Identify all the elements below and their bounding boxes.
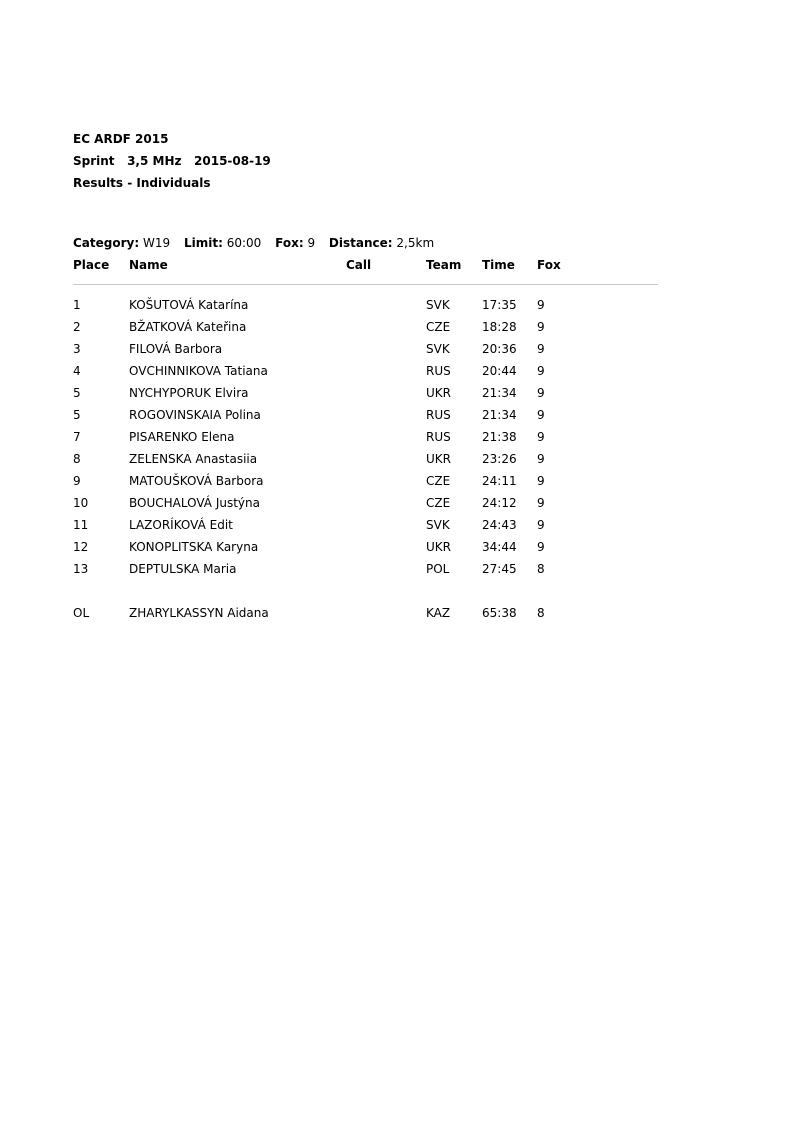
cell-time: 65:38 — [482, 606, 517, 620]
cell-team: CZE — [426, 496, 451, 510]
col-team: Team — [426, 258, 462, 272]
cell-fox: 9 — [537, 518, 545, 532]
cell-name: FILOVÁ Barbora — [129, 342, 223, 356]
col-name: Name — [129, 258, 168, 272]
cell-place: 13 — [73, 562, 89, 576]
table-row — [0, 561, 793, 577]
cell-team: UKR — [426, 386, 451, 400]
cell-fox: 9 — [537, 298, 545, 312]
table-row — [0, 605, 793, 621]
cell-team: RUS — [426, 430, 451, 444]
table-row — [0, 385, 793, 401]
col-fox: Fox — [537, 258, 561, 272]
cell-time: 17:35 — [482, 298, 517, 312]
cell-time: 24:11 — [482, 474, 517, 488]
distance-label: Distance: — [328, 236, 393, 250]
cell-fox: 9 — [537, 540, 545, 554]
table-row — [0, 495, 793, 511]
cell-fox: 9 — [537, 430, 545, 444]
cell-team: SVK — [426, 518, 450, 532]
fox-label: Fox: — [275, 236, 304, 250]
table-row — [0, 297, 793, 313]
cell-team: CZE — [426, 320, 451, 334]
cell-fox: 9 — [537, 452, 545, 466]
cell-time: 20:36 — [482, 342, 517, 356]
table-row — [0, 407, 793, 423]
cell-team: CZE — [426, 474, 451, 488]
cell-place: 4 — [73, 364, 81, 378]
cell-place: 11 — [73, 518, 89, 532]
cell-place: 2 — [73, 320, 81, 334]
cell-name: OVCHINNIKOVA Tatiana — [129, 364, 268, 378]
cell-name: BŽATKOVÁ Kateřina — [129, 320, 247, 334]
table-row — [0, 319, 793, 335]
cell-name: ZELENSKA Anastasiia — [129, 452, 258, 466]
category-info — [73, 235, 434, 251]
limit-label: Limit: — [183, 236, 223, 250]
cell-team: RUS — [426, 364, 451, 378]
cell-team: SVK — [426, 342, 450, 356]
category-label: Category: — [73, 236, 140, 250]
cell-fox: 9 — [537, 364, 545, 378]
cell-place: OL — [73, 606, 90, 620]
cell-name: PISARENKO Elena — [129, 430, 235, 444]
cell-place: 9 — [73, 474, 81, 488]
cell-place: 5 — [73, 386, 81, 400]
category-value: W19 — [142, 236, 171, 250]
cell-place: 10 — [73, 496, 89, 510]
table-row — [0, 517, 793, 533]
cell-time: 21:34 — [482, 408, 517, 422]
cell-place: 5 — [73, 408, 81, 422]
col-call: Call — [346, 258, 372, 272]
results-title: Results - Individuals — [73, 176, 211, 190]
cell-fox: 9 — [537, 342, 545, 356]
cell-time: 23:26 — [482, 452, 517, 466]
cell-name: DEPTULSKA Maria — [129, 562, 237, 576]
distance-value: 2,5km — [396, 236, 435, 250]
col-place: Place — [73, 258, 110, 272]
table-row — [0, 539, 793, 555]
cell-name: BOUCHALOVÁ Justýna — [129, 496, 260, 510]
col-time: Time — [482, 258, 515, 272]
cell-team: SVK — [426, 298, 450, 312]
race-info: Sprint 3,5 MHz 2015-08-19 — [73, 154, 271, 168]
cell-place: 8 — [73, 452, 81, 466]
header-divider — [73, 284, 658, 285]
cell-time: 34:44 — [482, 540, 517, 554]
table-header — [0, 257, 793, 273]
cell-team: KAZ — [426, 606, 451, 620]
cell-name: KONOPLITSKA Karyna — [129, 540, 259, 554]
event-title: EC ARDF 2015 — [73, 132, 169, 146]
table-row — [0, 473, 793, 489]
table-row — [0, 451, 793, 467]
cell-name: ZHARYLKASSYN Aidana — [129, 606, 269, 620]
cell-team: UKR — [426, 540, 451, 554]
fox-value: 9 — [307, 236, 316, 250]
cell-time: 20:44 — [482, 364, 517, 378]
cell-time: 18:28 — [482, 320, 517, 334]
cell-name: MATOUŠKOVÁ Barbora — [129, 474, 264, 488]
cell-fox: 9 — [537, 496, 545, 510]
cell-team: POL — [426, 562, 450, 576]
cell-name: LAZORÍKOVÁ Edit — [129, 518, 233, 532]
cell-fox: 9 — [537, 386, 545, 400]
cell-place: 1 — [73, 298, 81, 312]
table-row — [0, 429, 793, 445]
cell-fox: 8 — [537, 606, 545, 620]
cell-fox: 9 — [537, 474, 545, 488]
cell-time: 21:38 — [482, 430, 517, 444]
cell-fox: 8 — [537, 562, 545, 576]
cell-time: 24:12 — [482, 496, 517, 510]
cell-place: 3 — [73, 342, 81, 356]
cell-time: 24:43 — [482, 518, 517, 532]
cell-fox: 9 — [537, 320, 545, 334]
cell-place: 7 — [73, 430, 81, 444]
cell-team: UKR — [426, 452, 451, 466]
cell-time: 27:45 — [482, 562, 517, 576]
cell-team: RUS — [426, 408, 451, 422]
table-row — [0, 341, 793, 357]
limit-value: 60:00 — [226, 236, 262, 250]
cell-place: 12 — [73, 540, 89, 554]
table-row — [0, 363, 793, 379]
cell-fox: 9 — [537, 408, 545, 422]
cell-name: KOŠUTOVÁ Katarína — [129, 298, 249, 312]
cell-name: ROGOVINSKAIA Polina — [129, 408, 261, 422]
cell-time: 21:34 — [482, 386, 517, 400]
cell-name: NYCHYPORUK Elvira — [129, 386, 249, 400]
